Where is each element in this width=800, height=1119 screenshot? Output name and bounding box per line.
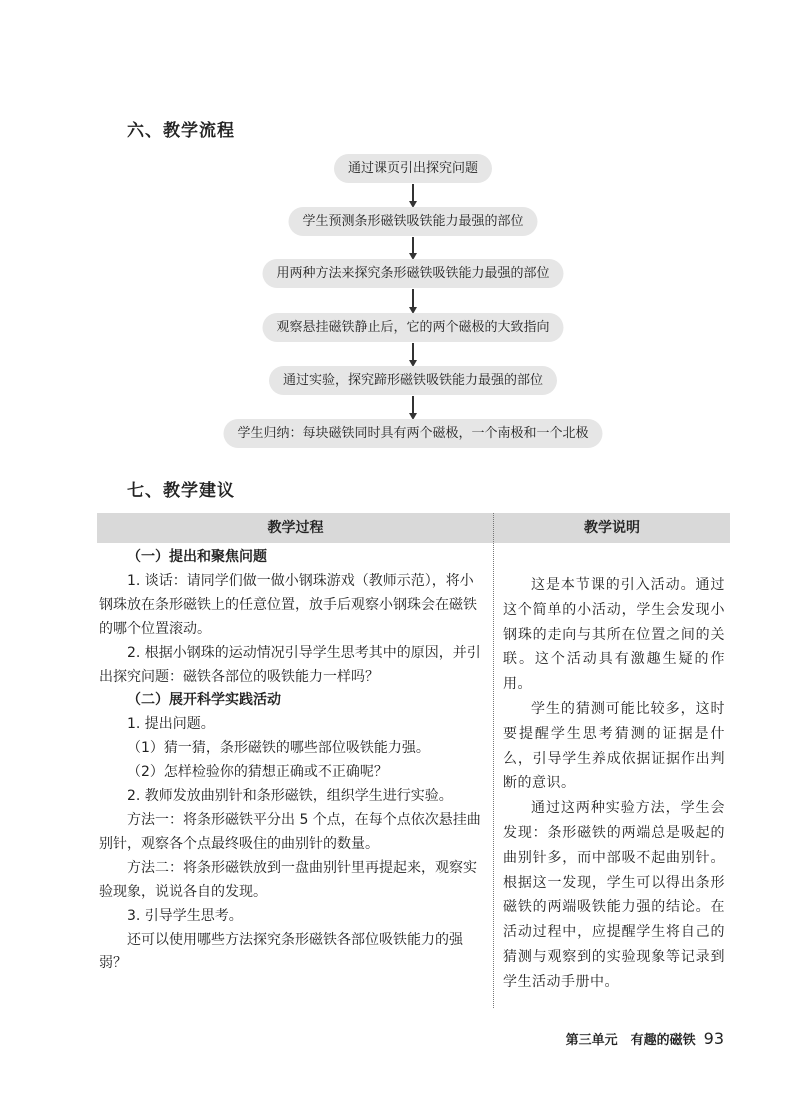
process-paragraph: （1）猜一猜，条形磁铁的哪些部位吸铁能力强。 <box>127 740 430 757</box>
process-paragraph: 2. 教师发放曲别针和条形磁铁，组织学生进行实验。 <box>127 788 453 805</box>
flow-step-6: 学生归纳：每块磁铁同时具有两个磁极，一个南极和一个北极 <box>223 419 602 448</box>
process-paragraph: 2. 根据小钢珠的运动情况引导学生思考其中的原因，并引出探究问题：磁铁各部位的吸铁能力一样吗？ <box>99 644 481 685</box>
column-divider <box>493 513 494 1008</box>
process-column <box>99 546 485 976</box>
subheading: （一）提出和聚焦问题 <box>127 549 267 565</box>
process-paragraph: （2）怎样检验你的猜想正确或不正确呢？ <box>127 764 388 781</box>
flow-step-3: 用两种方法来探究条形磁铁吸铁能力最强的部位 <box>262 259 563 288</box>
flow-step-2: 学生预测条形磁铁吸铁能力最强的部位 <box>288 207 537 236</box>
header-notes: 教学说明 <box>584 520 640 536</box>
unit-label: 第三单元 有趣的磁铁 <box>565 1033 696 1048</box>
process-paragraph: 1. 谈话：请同学们做一做小钢珠游戏（教师示范），将小钢珠放在条形磁铁上的任意位置，放手后观察小钢珠会在磁铁的哪个位置滚动。 <box>99 572 477 637</box>
flow-step-5: 通过实验，探究蹄形磁铁吸铁能力最强的部位 <box>269 366 557 395</box>
header-process: 教学过程 <box>267 520 324 536</box>
section-7-title: 七、教学建议 <box>127 481 235 501</box>
process-paragraph: 3. 引导学生思考。 <box>127 907 243 924</box>
flow-step-4: 观察悬挂磁铁静止后，它的两个磁极的大致指向 <box>262 313 563 342</box>
note-paragraph: 这是本节课的引入活动。通过这个简单的小活动，学生会发现小钢珠的走向与其所在位置之间的关联。这个活动具有激趣生疑的作用。 <box>503 577 725 693</box>
process-paragraph: 还可以使用哪些方法探究条形磁铁各部位吸铁能力的强弱？ <box>99 931 463 972</box>
process-paragraph: 1. 提出问题。 <box>127 716 215 733</box>
note-paragraph: 学生的猜测可能比较多，这时要提醒学生思考猜测的证据是什么，引导学生养成依据证据作出判断的意识。 <box>503 700 725 792</box>
note-paragraph: 通过这两种实验方法，学生会发现：条形磁铁的两端总是吸起的曲别针多，而中部吸不起曲别针。根据这一发现，学生可以得出条形磁铁的两端吸铁能力强的结论。在活动过程中，应提醒学生将自己的猜测与观察到的实验现象等记录到学生活动手册中。 <box>503 800 725 990</box>
table-header <box>97 513 730 543</box>
page-number: 93 <box>703 1029 724 1048</box>
page-footer <box>566 1029 724 1048</box>
subheading: （二）展开科学实践活动 <box>127 692 281 709</box>
process-paragraph: 方法一：将条形磁铁平分出 5 个点，在每个点依次悬挂曲别针，观察各个点最终吸住的曲别针的数量。 <box>99 811 481 852</box>
section-6-title: 六、教学流程 <box>127 121 235 141</box>
flow-step-1: 通过课页引出探究问题 <box>334 154 492 183</box>
process-paragraph: 方法二：将条形磁铁放到一盘曲别针里再提起来，观察实验现象，说说各自的发现。 <box>99 859 477 900</box>
notes-column <box>503 573 725 995</box>
